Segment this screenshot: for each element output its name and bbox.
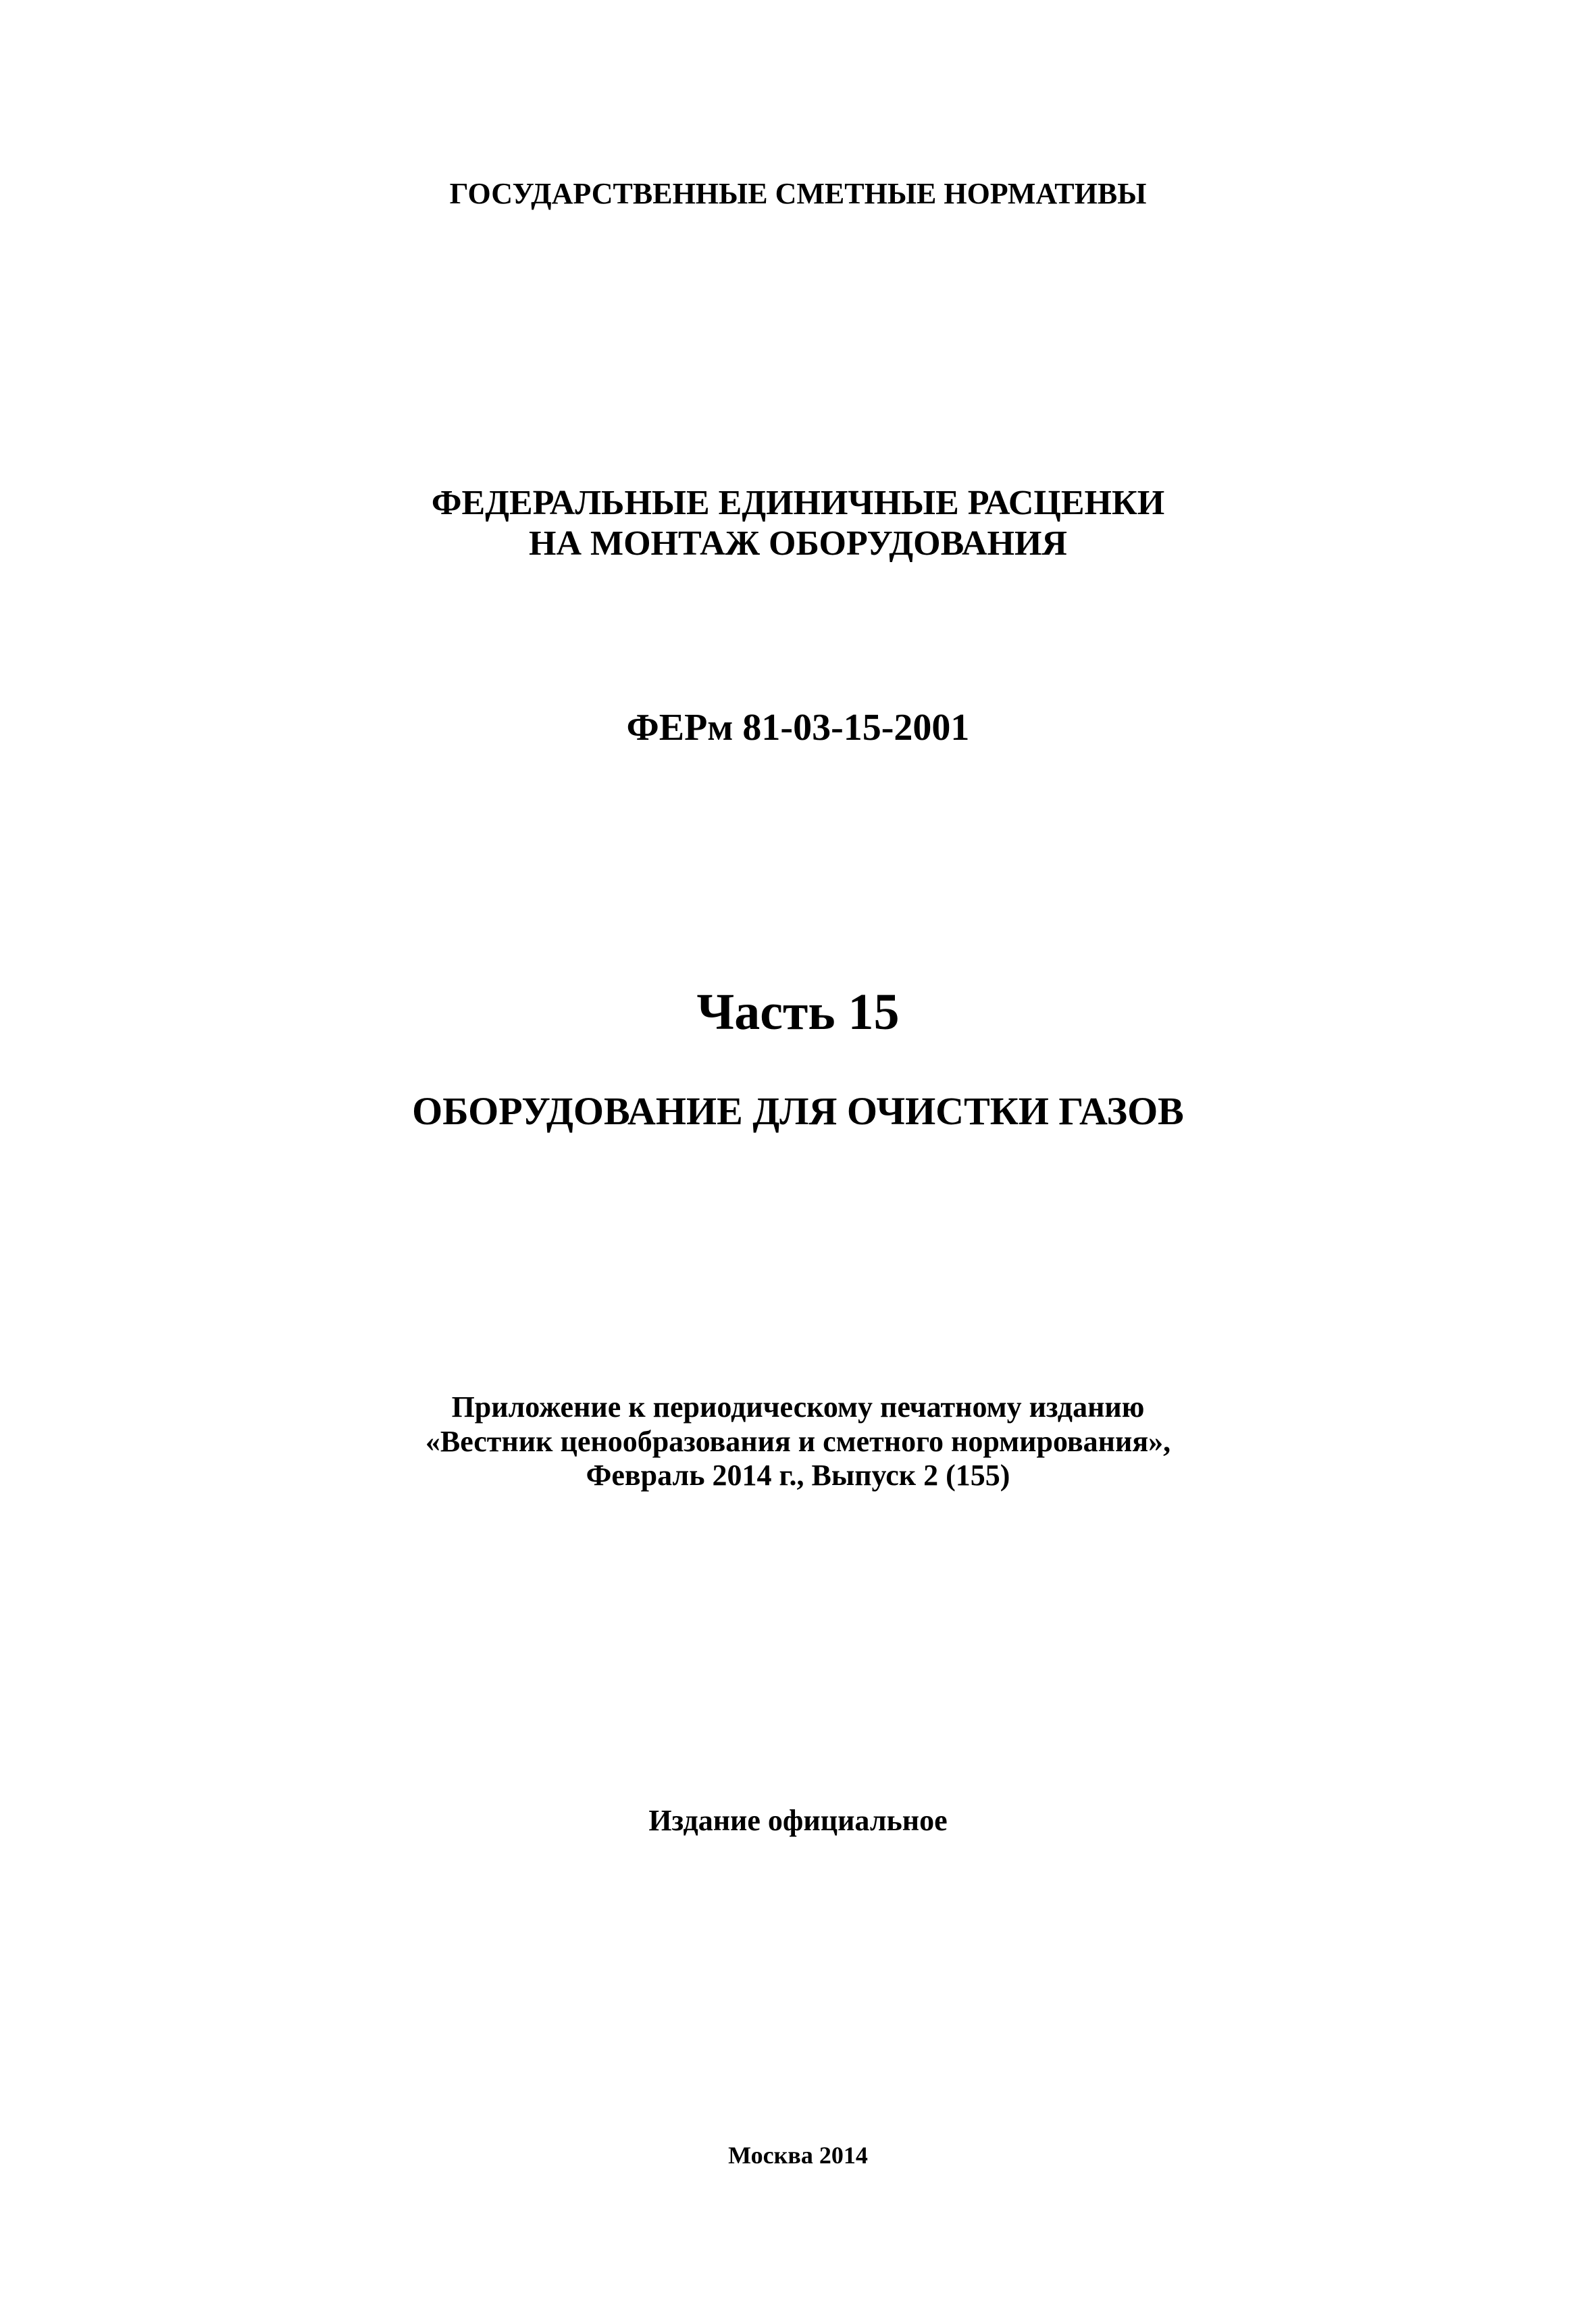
document-title-line-1: ФЕДЕРАЛЬНЫЕ ЕДИНИЧНЫЕ РАСЦЕНКИ <box>431 484 1165 522</box>
edition-note: Издание официальное <box>648 1804 948 1837</box>
appendix-note <box>0 1390 1596 1493</box>
header-text: ГОСУДАРСТВЕННЫЕ СМЕТНЫЕ НОРМАТИВЫ <box>449 177 1147 210</box>
imprint: Москва 2014 <box>728 2142 868 2169</box>
document-title <box>0 483 1596 564</box>
appendix-note-line-2: «Вестник ценообразования и сметного нормирования», <box>425 1424 1171 1458</box>
part-number: Часть 15 <box>696 984 900 1040</box>
part-subject: ОБОРУДОВАНИЕ ДЛЯ ОЧИСТКИ ГАЗОВ <box>412 1089 1184 1133</box>
document-code: ФЕРм 81-03-15-2001 <box>626 707 970 749</box>
appendix-note-line-3: Февраль 2014 г., Выпуск 2 (155) <box>586 1459 1010 1492</box>
document-title-line-2: НА МОНТАЖ ОБОРУДОВАНИЯ <box>529 524 1067 563</box>
appendix-note-line-1: Приложение к периодическому печатному изданию <box>451 1390 1145 1424</box>
